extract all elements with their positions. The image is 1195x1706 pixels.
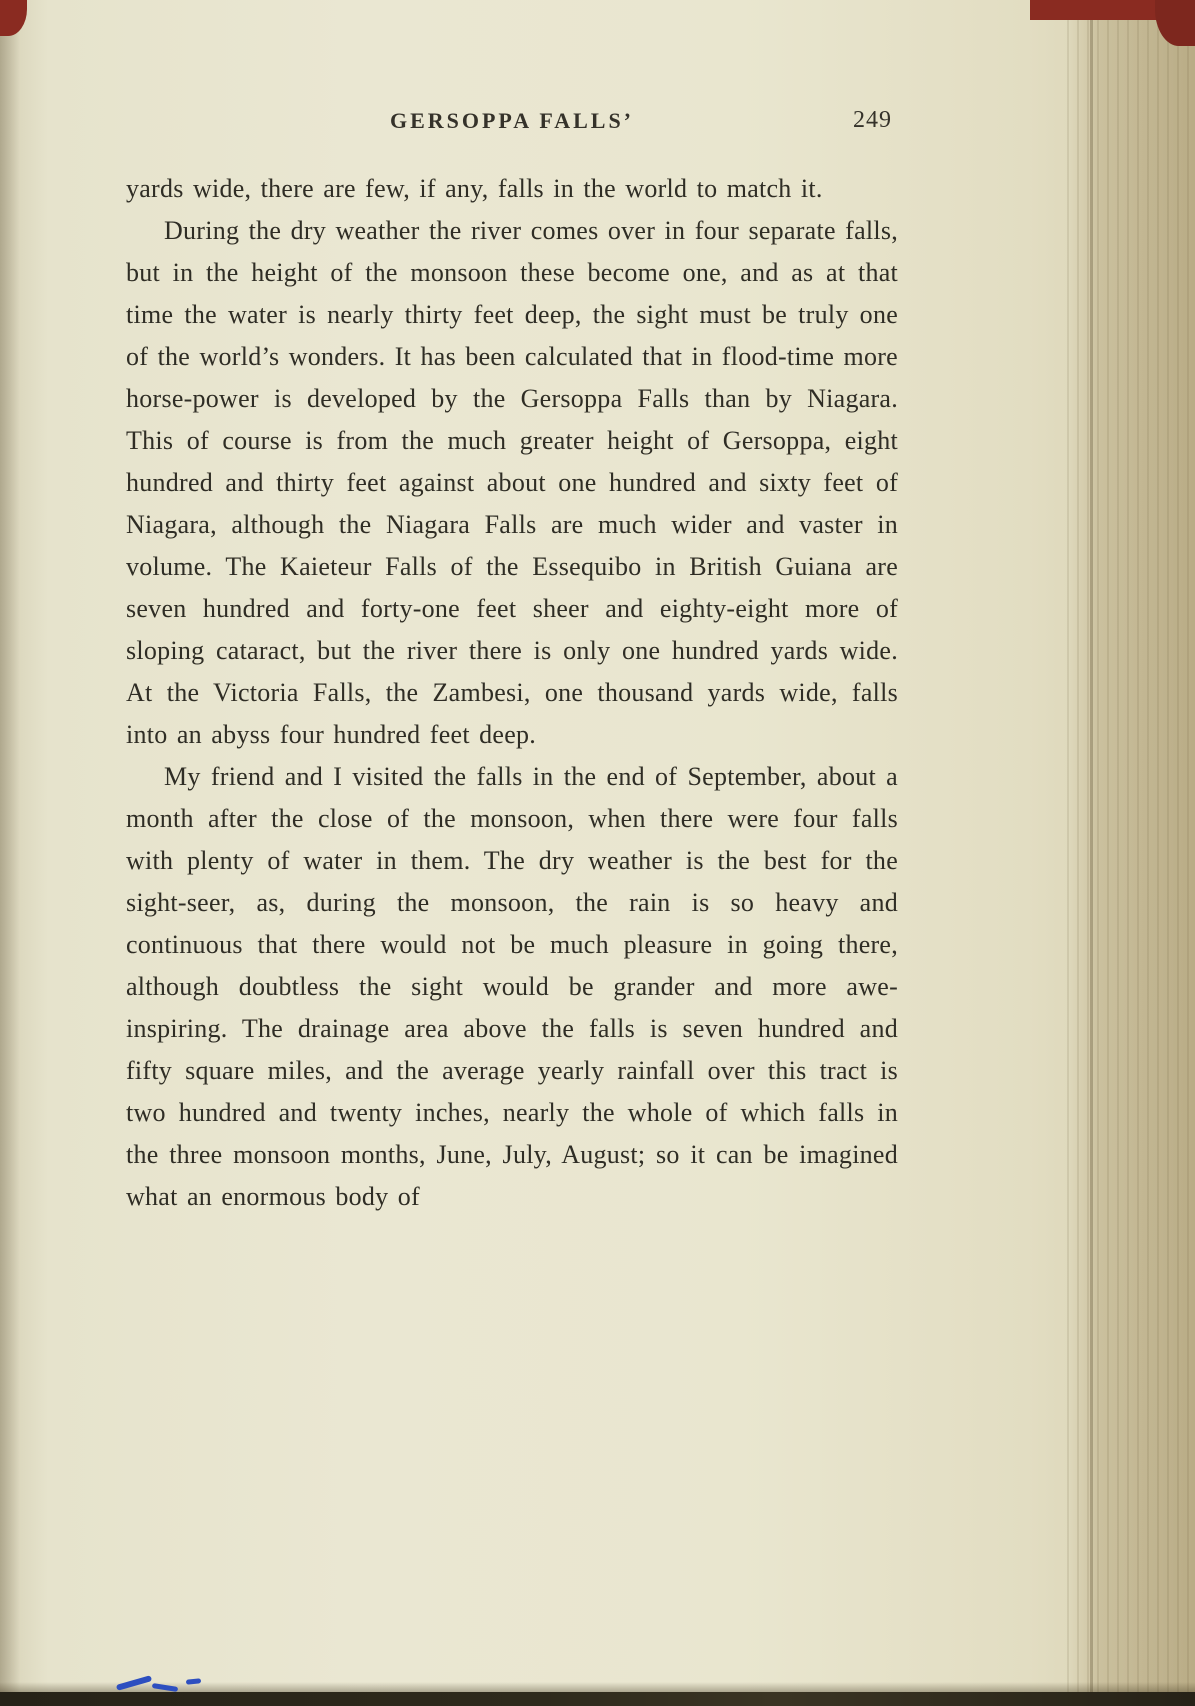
body-paragraph: yards wide, there are few, if any, falls in the world to match it. (126, 174, 823, 203)
printed-content (126, 108, 898, 1218)
body-paragraph: My friend and I visited the falls in the end of September, about a month after the close of the monsoon, when there were four falls with plenty of water in them. The dry weather is the best for the sight-seer, as, during the monsoon, the rain is so heavy and continuous that there would not be much pleasure in going there, although doubtless the sight would be grander and more awe-inspiring. The drainage area above the falls is seven hundred and fifty square miles, and the average yearly rainfall over this tract is two hundred and twenty inches, nearly the whole of which falls in the three monsoon months, June, July, August; so it can be imagined what an enormous body of (126, 762, 898, 1211)
page-bottom-shadow (0, 1682, 1195, 1692)
page-bottom-edge (0, 1692, 1195, 1706)
cover-corner-top-right (1030, 0, 1195, 20)
page-edge-right (1067, 0, 1195, 1706)
body-text (126, 168, 898, 1218)
page-number: 249 (853, 107, 892, 133)
page-edge-right-line (1090, 0, 1093, 1706)
page-edge-left-shadow (0, 0, 20, 1706)
body-paragraph: During the dry weather the river comes over in four separate falls, but in the height of the monsoon these become one, and as at that time the water is nearly thirty feet deep, the sight must be truly one of the world’s wonders. It has been calculated that in flood-time more horse-power is developed by the Gersoppa Falls than by Niagara. This of course is from the much greater height of Gersoppa, eight hundred and thirty feet against about one hundred and sixty feet of Niagara, although the Niagara Falls are much wider and vaster in volume. The Kaieteur Falls of the Essequibo in British Guiana are seven hundred and forty-one feet sheer and eighty-eight more of sloping cataract, but the river there is only one hundred yards wide. At the Victoria Falls, the Zambesi, one thousand yards wide, falls into an abyss four hundred feet deep. (126, 216, 898, 749)
cover-corner-top-left (0, 0, 27, 36)
page-header (126, 108, 898, 146)
running-title: GERSOPPA FALLS’ (389, 108, 635, 133)
